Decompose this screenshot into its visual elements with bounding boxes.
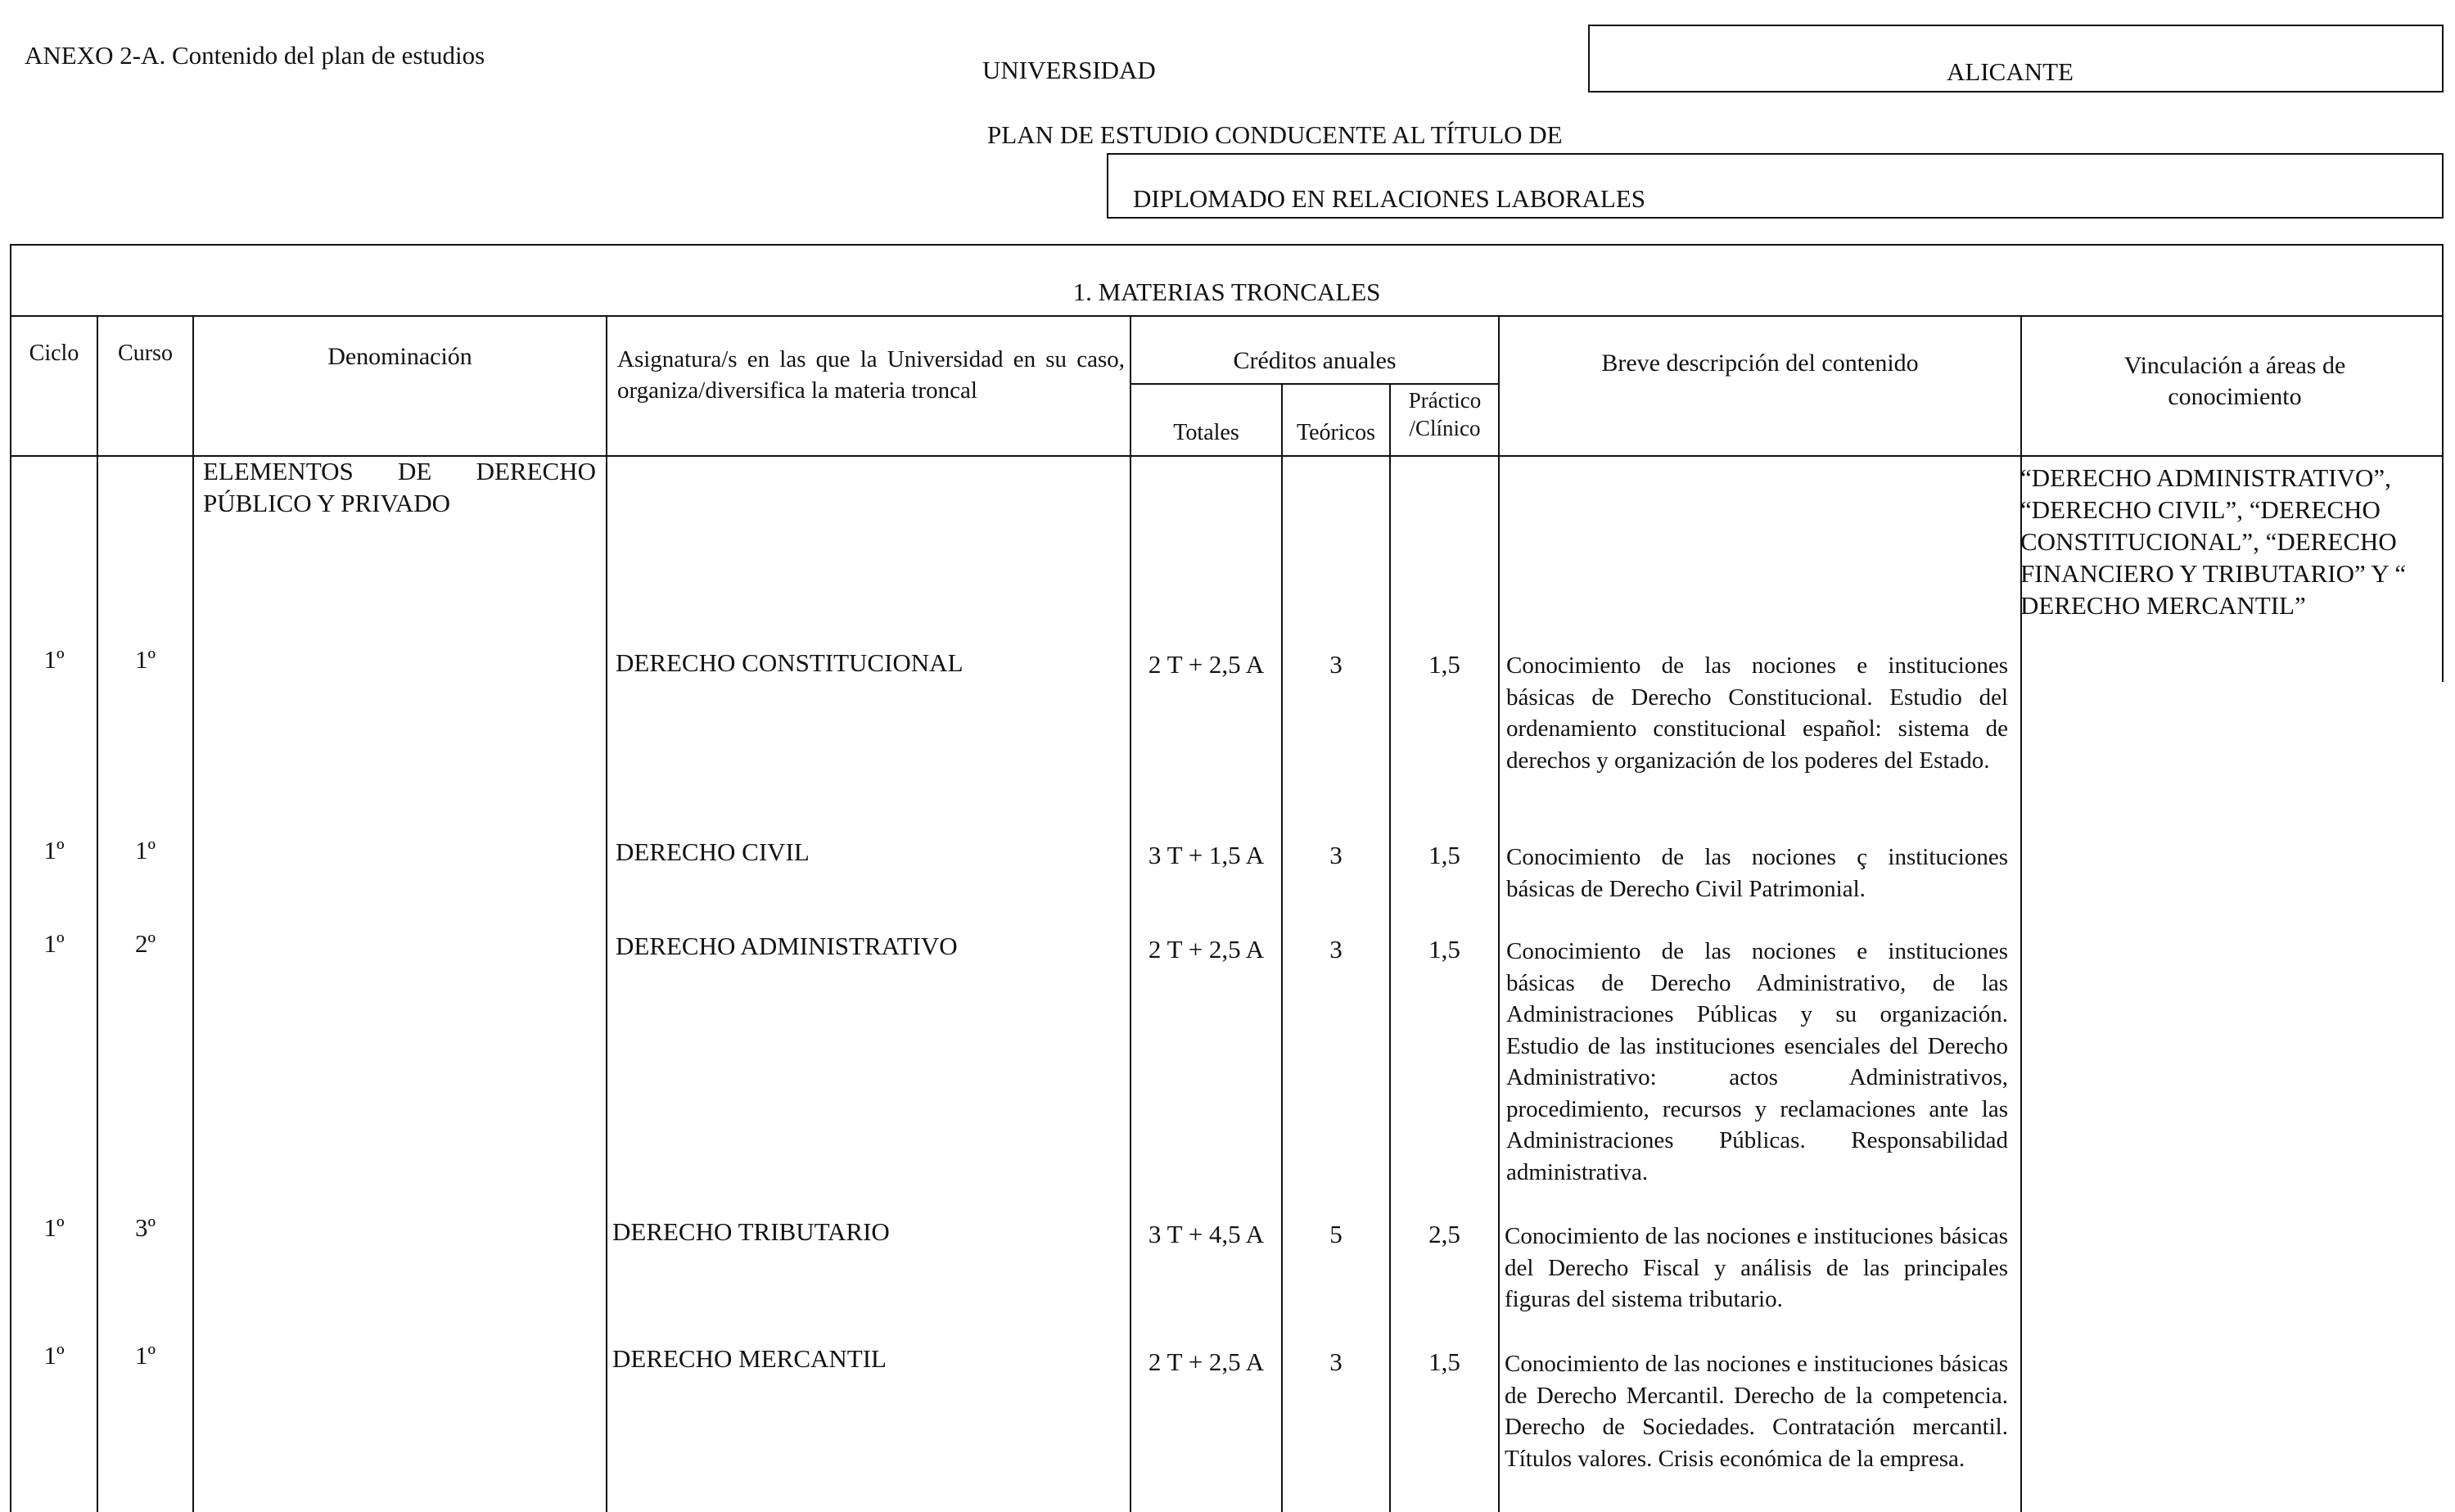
plan-label: PLAN DE ESTUDIO CONDUCENTE AL TÍTULO DE: [987, 120, 1563, 149]
row-asignatura: DERECHO TRIBUTARIO: [612, 1217, 890, 1246]
row-practicos: 1,5: [1428, 935, 1460, 964]
row-descripcion: Conocimiento de las nociones e instituciones básicas del Derecho Fiscal y análisis de las principales figuras del sistema tributario.: [1505, 1223, 2008, 1312]
row-totales: 2 T + 2,5 A: [1148, 650, 1265, 679]
header-practico: Práctico /Clínico: [1408, 388, 1482, 440]
annex-title: ANEXO 2-A. Contenido del plan de estudios: [25, 41, 485, 70]
row-curso: 1º: [134, 1341, 156, 1370]
row-descripcion: Conocimiento de las nociones ç instituciones básicas de Derecho Civil Patrimonial.: [1506, 844, 2008, 902]
table-top-border: [10, 244, 2444, 246]
row-teoricos: 3: [1329, 1347, 1343, 1376]
row-practicos: 1,5: [1428, 1347, 1460, 1376]
header-denominacion: Denominación: [327, 343, 472, 370]
header-curso: Curso: [118, 341, 173, 366]
row-asignatura: DERECHO MERCANTIL: [612, 1344, 887, 1373]
row-teoricos: 3: [1329, 650, 1343, 679]
row-practicos: 2,5: [1428, 1220, 1460, 1248]
row-totales: 2 T + 2,5 A: [1148, 1347, 1265, 1376]
row-totales: 3 T + 1,5 A: [1148, 841, 1265, 869]
header-teoricos: Teóricos: [1296, 420, 1375, 445]
row-descripcion: Conocimiento de las nociones e instituciones básicas de Derecho Mercantil. Derecho de la competencia. Derecho de Sociedades. Contratación mercantil. Títulos valores. Crisis económica de la empresa.: [1505, 1351, 2008, 1472]
col-sep-denominacion: [606, 315, 607, 1512]
header-descripcion: Breve descripción del contenido: [1601, 350, 1919, 377]
header-asignaturas: Asignatura/s en las que la Universidad en su caso, organiza/diversifica la materia troncal: [617, 346, 1125, 404]
col-sep-curso: [192, 315, 194, 1512]
row-curso: 1º: [134, 836, 156, 864]
row-curso: 1º: [134, 645, 156, 674]
row-totales: 3 T + 4,5 A: [1148, 1220, 1265, 1248]
row-asignatura: DERECHO ADMINISTRATIVO: [616, 932, 958, 960]
row-asignatura: DERECHO CIVIL: [616, 837, 810, 866]
row-practicos: 1,5: [1428, 841, 1460, 869]
col-sep-asignaturas: [1130, 315, 1131, 1512]
degree-value: DIPLOMADO EN RELACIONES LABORALES: [1133, 184, 1646, 213]
row-totales: 2 T + 2,5 A: [1148, 935, 1265, 964]
header-vinculacion: Vinculación a áreas de conocimiento: [2123, 352, 2346, 410]
header-creditos: Créditos anuales: [1233, 347, 1397, 374]
header-ciclo: Ciclo: [29, 341, 79, 366]
col-sep-ciclo: [97, 315, 98, 1512]
materia-denominacion: ELEMENTOS DE DERECHO PÚBLICO Y PRIVADO: [203, 457, 596, 517]
row-teoricos: 3: [1329, 841, 1343, 869]
row-teoricos: 3: [1329, 935, 1343, 964]
section-title: 1. MATERIAS TRONCALES: [1072, 278, 1381, 306]
row-curso: 2º: [134, 929, 156, 958]
row-curso: 3º: [134, 1213, 156, 1242]
row-descripcion: Conocimiento de las nociones e instituciones básicas de Derecho Administrativo, de las Administraciones Públicas y su organización. Estudio de las instituciones esenciales del Derecho Administrativo: actos Administrativos, procedimiento, recursos y reclamaciones ante las Administraciones Públicas. Responsabilidad administrativa.: [1506, 938, 2008, 1185]
row-asignatura: DERECHO CONSTITUCIONAL: [616, 648, 963, 677]
university-label: UNIVERSIDAD: [982, 56, 1156, 84]
creditos-sub-border: [1130, 383, 1498, 385]
row-practicos: 1,5: [1428, 650, 1460, 679]
vinculacion-areas: “DERECHO ADMINISTRATIVO”, “DERECHO CIVIL”, “DERECHO CONSTITUCIONAL”, “DERECHO FINANCIERO Y TRIBUTARIO” Y “ DERECHO MERCANTIL”: [2020, 463, 2407, 620]
row-ciclo: 1º: [43, 929, 65, 958]
university-value: ALICANTE: [1947, 57, 2074, 86]
header-totales: Totales: [1173, 420, 1239, 445]
col-sep-creditos: [1498, 315, 1500, 1512]
row-ciclo: 1º: [43, 836, 65, 864]
row-ciclo: 1º: [43, 1341, 65, 1370]
row-ciclo: 1º: [43, 1213, 65, 1242]
table-left-border: [10, 244, 11, 1512]
row-descripcion: Conocimiento de las nociones e instituciones básicas de Derecho Constitucional. Estudio del ordenamiento constitucional español: sistema de derechos y organización de los poderes del Estado.: [1506, 652, 2008, 774]
row-teoricos: 5: [1329, 1220, 1343, 1248]
row-ciclo: 1º: [43, 645, 65, 674]
title-row-border: [10, 315, 2444, 317]
table-right-border: [2442, 244, 2444, 682]
